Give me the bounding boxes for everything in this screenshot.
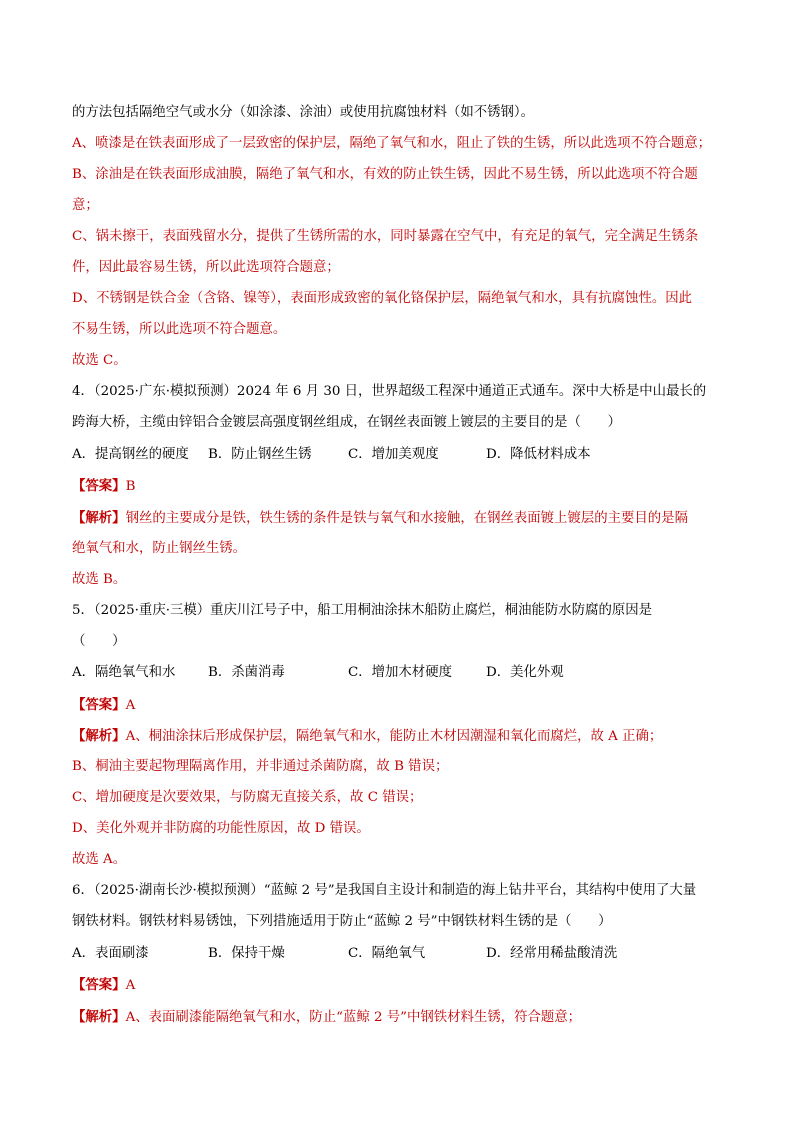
answer-tag: 【答案】: [72, 977, 126, 993]
analysis-text: A、表面刷漆能隔绝氧气和水，防止“蓝鲸 2 号”中钢铁材料生锈，符合题意；: [125, 1010, 582, 1025]
question-4-options: [72, 446, 590, 464]
explanation-option-c-line1: C、锅未擦干，表面残留水分，提供了生锈所需的水，同时暴露在空气中，有充足的氧气，完全满足生锈条: [72, 229, 699, 244]
question-4-analysis-line2: 绝氧气和水，防止钢丝生锈。: [72, 541, 247, 556]
question-6-option-d: D．经常用稀盐酸清洗: [486, 946, 618, 961]
question-5-analysis-b: B、桐油主要起物理隔离作用，并非通过杀菌防腐，故 B 错误；: [72, 759, 449, 774]
question-5-analysis-a: [72, 727, 662, 746]
question-5-answer: [72, 696, 135, 715]
question-6-option-a: A．表面刷漆: [72, 946, 149, 961]
question-5-option-a: A．隔绝氧气和水: [72, 665, 176, 680]
question-4-option-c: C．增加美观度: [348, 447, 439, 462]
question-4-conclusion: 故选 B。: [72, 572, 127, 587]
question-5-option-c: C．增加木材硬度: [348, 665, 452, 680]
question-4-stem-line2: 跨海大桥，主缆由锌铝合金镀层高强度钢丝组成，在钢丝表面镀上镀层的主要目的是（ ）: [72, 415, 622, 430]
analysis-tag: 【解析】: [72, 728, 126, 744]
question-5-analysis-d: D、美化外观并非防腐的功能性原因，故 D 错误。: [72, 821, 370, 836]
question-4-stem-line1: 4．（2025·广东·模拟预测）2024 年 6 月 30 日，世界超级工程深中通道正式通车。深中大桥是中山最长的: [72, 384, 707, 399]
explanation-option-d-line1: D、不锈钢是铁合金（含铬、镍等），表面形成致密的氧化铬保护层，隔绝氧气和水，具有抗腐蚀性。因此: [72, 291, 693, 306]
analysis-tag: 【解析】: [72, 510, 126, 526]
explanation-option-d-line2: 不易生锈，所以此选项不符合题意。: [72, 322, 287, 337]
question-6-option-c: C．隔绝氧气: [348, 946, 426, 961]
question-5-option-d: D．美化外观: [486, 665, 564, 680]
question-4-option-a: A．提高钢丝的硬度: [72, 447, 189, 462]
question-6-stem-line1: 6．（2025·湖南长沙·模拟预测）“蓝鲸 2 号”是我国自主设计和制造的海上钻井平台，其结构中使用了大量: [72, 883, 697, 898]
question-5-options: [72, 664, 564, 682]
question-4-option-b: B．防止钢丝生锈: [208, 447, 312, 462]
question-4-analysis-line1: [72, 509, 688, 528]
explanation-option-c-line2: 件，因此最容易生锈，所以此选项符合题意；: [72, 260, 340, 275]
question-4-answer: [72, 477, 135, 496]
answer-value: B: [125, 479, 136, 494]
question-4-option-d: D．降低材料成本: [486, 447, 591, 462]
question-5-option-b: B．杀菌消毒: [208, 665, 285, 680]
explanation-option-b-line2: 意；: [72, 198, 99, 213]
question-5-stem-line1: 5．（2025·重庆·三模）重庆川江号子中，船工用桐油涂抹木船防止腐烂，桐油能防水防腐的原因是: [72, 603, 653, 618]
question-6-options: [72, 945, 617, 963]
question-6-answer: [72, 976, 135, 995]
explanation-conclusion: 故选 C。: [72, 353, 127, 368]
answer-value: A: [125, 978, 136, 993]
question-6-analysis-a: [72, 1008, 581, 1027]
explanation-option-a: A、喷漆是在铁表面形成了一层致密的保护层，隔绝了氧气和水，阻止了铁的生锈，所以此选项不符合题意；: [72, 136, 712, 151]
explanation-option-b-line1: B、涂油是在铁表面形成油膜，隔绝了氧气和水，有效的防止铁生锈，因此不易生锈，所以此选项不符合题: [72, 167, 698, 182]
question-5-analysis-c: C、增加硬度是次要效果，与防腐无直接关系，故 C 错误；: [72, 790, 423, 805]
analysis-text: A、桐油涂抹后形成保护层，隔绝氧气和水，能防止木材因潮湿和氧化而腐烂，故 A 正确；: [125, 729, 663, 744]
question-5-conclusion: 故选 A。: [72, 852, 127, 867]
question-6-stem-line2: 钢铁材料。钢铁材料易锈蚀，下列措施适用于防止“蓝鲸 2 号”中钢铁材料生锈的是（ ）: [72, 914, 612, 929]
answer-tag: 【答案】: [72, 478, 126, 494]
answer-tag: 【答案】: [72, 697, 126, 713]
question-6-option-b: B．保持干燥: [208, 946, 285, 961]
analysis-tag: 【解析】: [72, 1009, 126, 1025]
explanation-intro: 的方法包括隔绝空气或水分（如涂漆、涂油）或使用抗腐蚀材料（如不锈钢）。: [72, 105, 534, 120]
analysis-text: 钢丝的主要成分是铁，铁生锈的条件是铁与氧气和水接触，在钢丝表面镀上镀层的主要目的是隔: [125, 511, 688, 526]
question-5-stem-line2: （ ）: [72, 634, 126, 649]
answer-value: A: [125, 698, 136, 713]
